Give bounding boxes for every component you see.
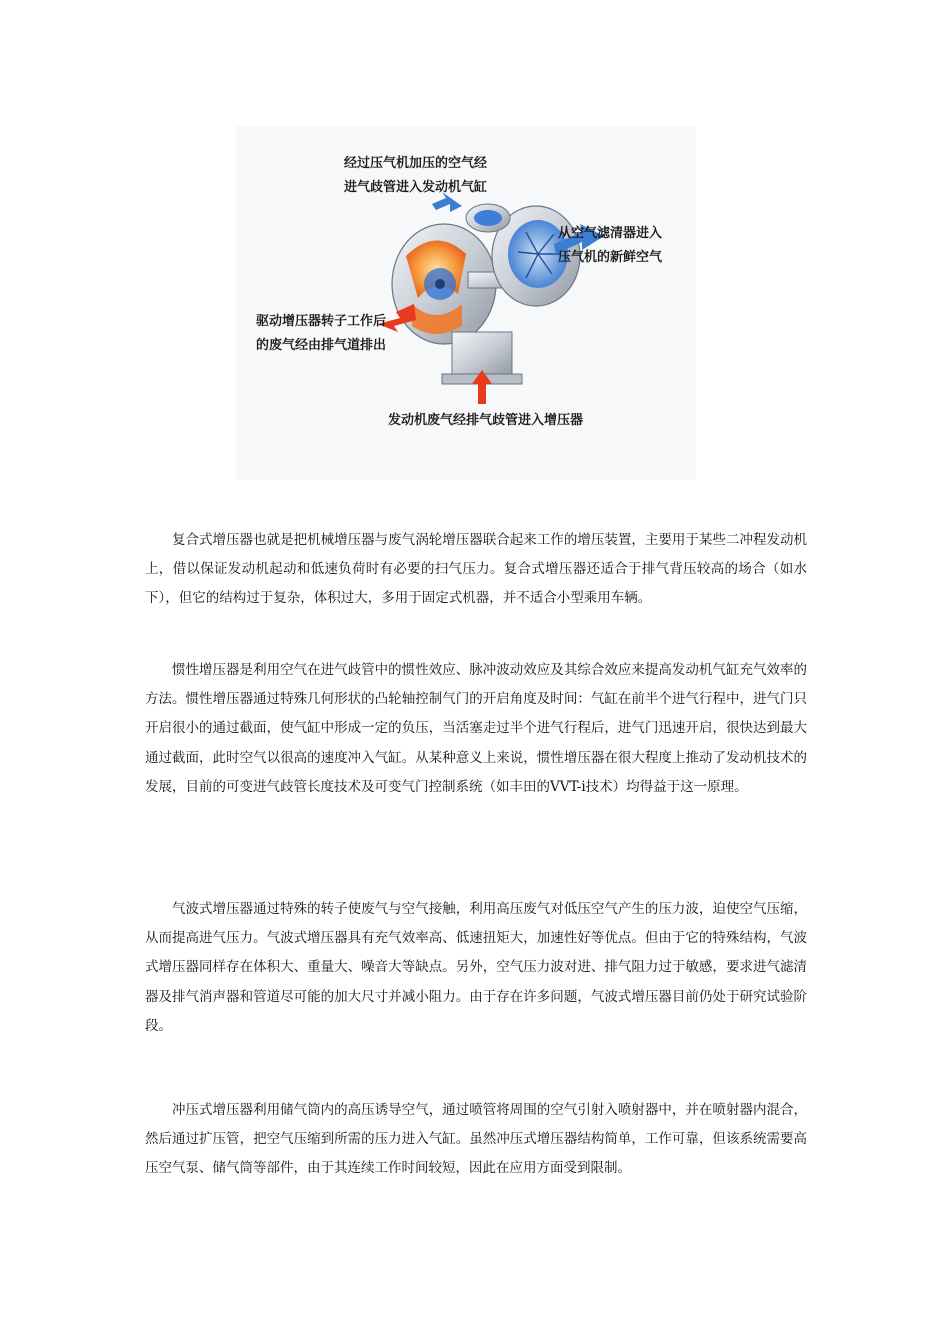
- turbine-wheel: [424, 268, 456, 300]
- paragraph-ram-supercharger: 冲压式增压器利用储气筒内的高压诱导空气，通过喷管将周围的空气引射入喷射器中，并在喷射器内混合，然后通过扩压管，把空气压缩到所需的压力进入气缸。虽然冲压式增压器结构简单，工作可靠，但该系统需要高压空气泵、储气筒等部件，由于其连续工作时间较短，因此在应用方面受到限制。: [145, 1102, 807, 1177]
- callout-exhaust-out: [256, 310, 386, 358]
- callout-exhaust-in: [388, 409, 583, 433]
- paragraph-compound-supercharger: 复合式增压器也就是把机械增压器与废气涡轮增压器联合起来工作的增压装置，主要用于某些二冲程发动机上，借以保证发动机起动和低速负荷时有必要的扫气压力。复合式增压器还适合于排气背压较高的场合（如水下），但它的结构过于复杂，体积过大，多用于固定式机器，并不适合小型乘用车辆。: [145, 532, 807, 607]
- callout-compressed-air-line-2: 进气歧管进入发动机气缸: [344, 180, 488, 195]
- callout-fresh-air: [558, 222, 662, 270]
- paragraph-pressure-wave-supercharger: 气波式增压器通过特殊的转子使废气与空气接触，利用高压废气对低压空气产生的压力波，迫使空气压缩，从而提高进气压力。气波式增压器具有充气效率高、低速扭矩大，加速性好等优点。但由于它的特殊结构，气波式增压器同样存在体积大、重量大、噪音大等缺点。另外，空气压力波对进、排气阻力过于敏感，要求进气滤清器及排气消声器和管道尽可能的加大尺寸并减小阻力。由于存在许多问题，气波式增压器目前仍处于研究试验阶段。: [145, 901, 807, 1034]
- paragraph-inertia-supercharger: 惯性增压器是利用空气在进气歧管中的惯性效应、脉冲波动效应及其综合效应来提高发动机气缸充气效率的方法。惯性增压器通过特殊几何形状的凸轮轴控制气门的开启角度及时间：气缸在前半个进气行程中，进气门只开启很小的通过截面，使气缸中形成一定的负压，当活塞走过半个进气行程后，进气门迅速开启，很快达到最大通过截面，此时空气以很高的速度冲入气缸。从某种意义上来说，惯性增压器在很大程度上推动了发动机技术的发展，目前的可变进气歧管长度技术及可变气门控制系统（如丰田的VVT-i技术）均得益于这一原理。: [145, 662, 807, 795]
- callout-fresh-air-line-2: 压气机的新鲜空气: [558, 250, 663, 265]
- callout-exhaust-out-line-2: 的废气经由排气道排出: [256, 338, 387, 353]
- turbocharger-diagram: [236, 126, 696, 480]
- callout-exhaust-out-line-1: 驱动增压器转子工作后: [256, 314, 387, 329]
- callout-exhaust-in-line: 发动机废气经排气歧管进入增压器: [388, 413, 584, 428]
- callout-compressed-air-line-1: 经过压气机加压的空气经: [344, 156, 488, 171]
- callout-compressed-air: [344, 152, 487, 200]
- callout-fresh-air-line-1: 从空气滤清器进入: [558, 226, 663, 241]
